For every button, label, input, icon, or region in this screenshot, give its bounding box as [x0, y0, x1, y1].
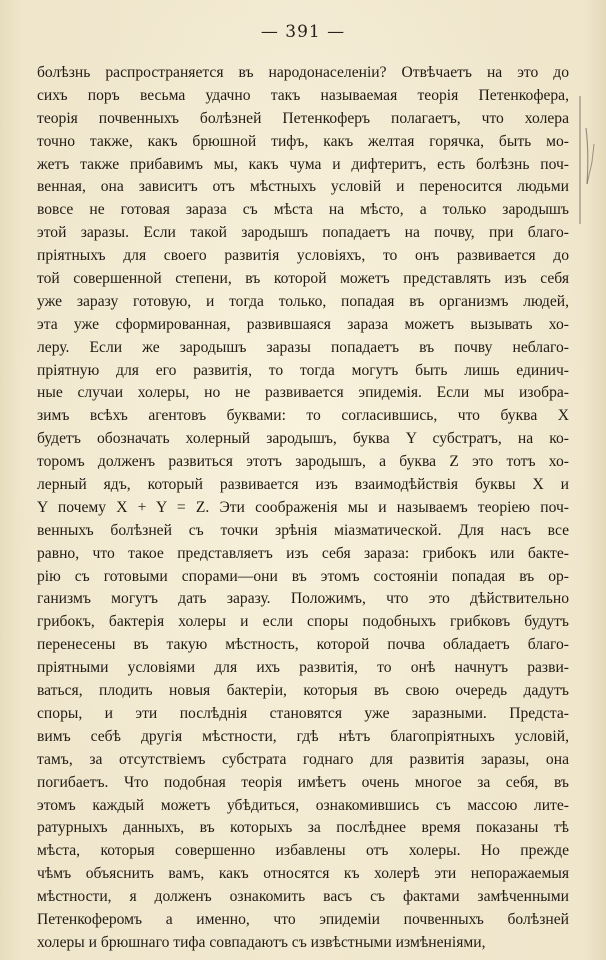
text-line: точно также, какъ брюшной тифъ, какъ желтая горячка, быть мо- — [37, 132, 569, 150]
page-number: — 391 — — [260, 22, 346, 42]
text-line: этой заразы. Если такой зародышъ попадаетъ на почву, при благо- — [37, 224, 569, 242]
text-line: уже заразу готовую, и тогда только, попадая въ организмъ людей, — [37, 292, 569, 310]
text-line: эта уже сформированная, развившаяся зараза можетъ вызывать хо- — [37, 315, 569, 333]
text-line: грибокъ, бактерія холеры и если споры подобныхъ грибковъ будутъ — [37, 613, 569, 631]
text-line: будетъ обозначать холерный зародышъ, буква Y субстратъ, на ко- — [37, 430, 569, 448]
text-line: перенесены въ такую мѣстность, которой почва обладаетъ благо- — [37, 636, 569, 654]
text-line: мѣста, которыя совершенно избавлены отъ холеры. Но прежде — [37, 842, 569, 860]
text-line: Петенкоферомъ а именно, что эпидеміи почвенныхъ болѣзней — [37, 910, 569, 928]
text-line: зимъ всѣхъ агентовъ буквами: то согласившись, что буква X — [37, 407, 569, 425]
margin-pencil-mark — [574, 92, 598, 232]
text-line: чѣмъ объяснить вамъ, какъ относятся къ холерѣ эти непоражаемыя — [37, 865, 569, 883]
text-line: рію съ готовыми спорами—они въ этомъ состояніи попадая въ ор- — [37, 567, 569, 585]
text-line: болѣзнь распространяется въ народонаселеніи? Отвѣчаетъ на это до — [37, 64, 569, 81]
text-line: Y почему X + Y = Z. Эти соображенія мы и называемъ теоріею поч- — [37, 498, 569, 516]
text-line: сихъ поръ весьма удачно такъ называемая теорія Петенкофера, — [37, 86, 569, 104]
text-line: теорія почвенныхъ болѣзней Петенкоферъ полагаетъ, что холера — [37, 109, 569, 127]
text-line: жетъ также прибавимъ мы, какъ чума и дифтеритъ, есть болѣзнь поч- — [37, 155, 569, 173]
text-line: той совершенной степени, въ которой можетъ представлять изъ себя — [37, 270, 569, 288]
margin-mark-drawing — [574, 92, 598, 232]
text-line: лерный ядъ, который развивается изъ взаимодѣйствія буквы X и — [37, 476, 569, 494]
text-line: тамъ, за отсутствіемъ субстрата годнаго для развитія заразы, она — [37, 750, 569, 768]
text-line: этомъ каждый можетъ убѣдиться, ознакомившись съ массою лите- — [37, 796, 569, 814]
text-line: ганизмъ могутъ дать заразу. Положимъ, что это дѣйствительно — [37, 590, 569, 608]
text-line: пріятными условіями для ихъ развитія, то онѣ начнутъ разви- — [37, 659, 569, 677]
body-text — [37, 62, 569, 955]
text-line: венныхъ болѣзней съ точки зрѣнія міазматической. Для насъ все — [37, 521, 569, 539]
text-line: торомъ долженъ развиться этотъ зародышъ, а буква Z это тотъ хо- — [37, 453, 569, 471]
text-line: споры, и эти послѣднія становятся уже заразными. Предста- — [37, 704, 569, 722]
text-line: вимъ себѣ другія мѣстности, гдѣ нѣтъ благопріятныхъ условій, — [37, 727, 569, 745]
text-line: леру. Если же зародышъ заразы попадаетъ въ почву неблаго- — [37, 338, 569, 356]
text-line: мѣстности, я долженъ ознакомить васъ съ фактами замѣченными — [37, 888, 569, 906]
text-line: равно, что такое представляетъ изъ себя зараза: грибокъ или бакте- — [37, 544, 569, 562]
text-line: погибаетъ. Что подобная теорія имѣетъ очень многое за себя, въ — [37, 773, 569, 791]
text-line: холеры и брюшнаго тифа совпадаютъ съ извѣстными измѣненіями, — [37, 933, 486, 951]
text-line: пріятную для его развитія, то тогда могутъ быть лишь единич- — [37, 361, 569, 379]
text-line: ратурныхъ данныхъ, въ которыхъ за послѣднее время показаны тѣ — [37, 819, 569, 837]
text-line: венная, она зависитъ отъ мѣстныхъ условій и переносится людьми — [37, 178, 569, 196]
text-line: ные случаи холеры, но не развивается эпидемія. Если мы изобра- — [37, 384, 569, 402]
text-line: пріятныхъ для своего развитія условіяхъ, то онъ развивается до — [37, 247, 569, 265]
text-line: ваться, плодить новыя бактеріи, которыя въ свою очередь дадутъ — [37, 682, 569, 700]
text-line: вовсе не готовая зараза съ мѣста на мѣсто, а только зародышъ — [37, 201, 569, 219]
